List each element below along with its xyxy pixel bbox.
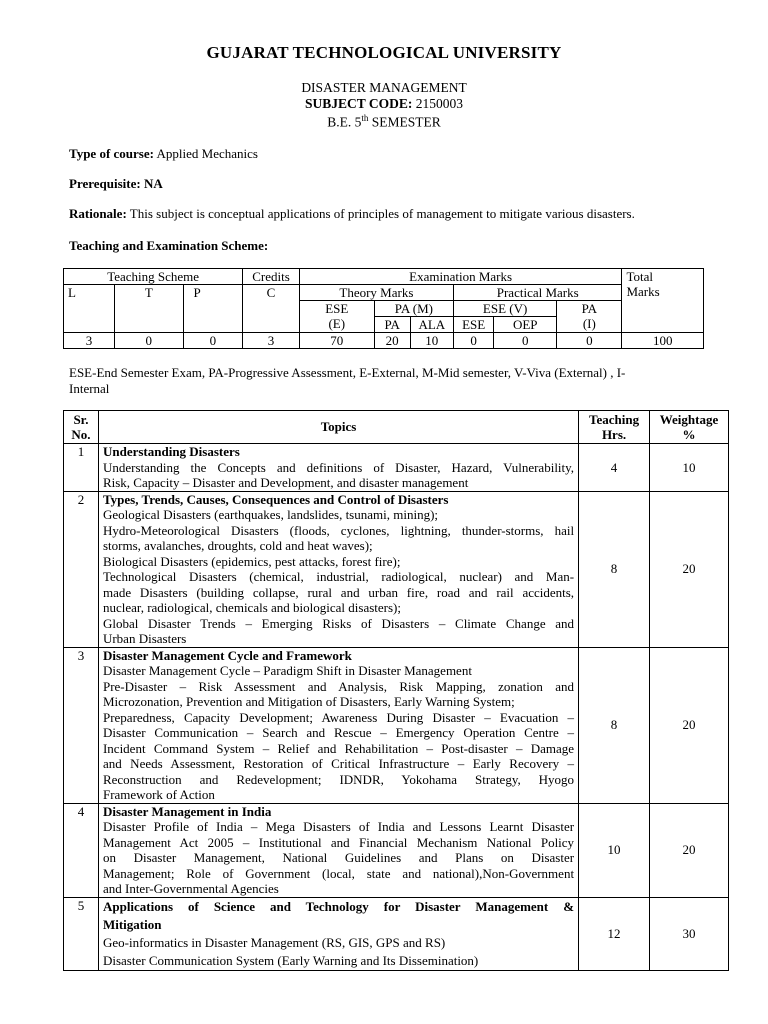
oep-subheader: OEP: [494, 317, 557, 333]
topic-content: [98, 444, 578, 492]
scheme-value: 0: [183, 333, 243, 349]
topic-line: Disaster Profile of India – Mega Disasters of India and Lessons Learnt Disaster: [102, 819, 575, 834]
topic-line: Management; Role of Government (local, state and national),Non-Government: [102, 865, 575, 881]
topics-header: Topics: [98, 411, 578, 444]
topic-title: Disaster Management in India: [102, 803, 272, 819]
sr-label: Sr.: [73, 411, 89, 427]
topic-number: 4: [64, 803, 99, 897]
topic-hrs: 12: [579, 897, 650, 970]
topic-line: Pre-Disaster – Risk Assessment and Analysis, Risk Mapping, zonation and: [102, 678, 575, 694]
topic-hrs: 8: [579, 647, 650, 803]
topic-title: Applications of Science and Technology for Disaster Management &: [102, 898, 575, 914]
topic-content: [98, 803, 578, 897]
scheme-table: [63, 268, 704, 349]
topic-line: Understanding the Concepts and definitions of Disaster, Hazard, Vulnerability,: [102, 459, 575, 475]
topic-title: Types, Trends, Causes, Consequences and Control of Disasters: [102, 491, 449, 507]
topic-line: nuclear, radiological, chemicals and biological disasters);: [102, 600, 401, 615]
topic-line: made Disasters (building collapse, rural and urban fire, road and rail accidents,: [102, 584, 575, 600]
weightage-header: [650, 411, 729, 444]
topic-number: 5: [64, 897, 99, 970]
topic-number: 3: [64, 647, 99, 803]
topic-hrs: 8: [579, 491, 650, 647]
percent-label: %: [682, 427, 696, 442]
scheme-value: 20: [374, 333, 410, 349]
exam-marks-header: Examination Marks: [299, 269, 622, 285]
ese-subheader: ESE: [454, 317, 494, 333]
topic-line: Technological Disasters (chemical, industrial, radiological, nuclear) and Man-: [102, 569, 575, 584]
scheme-value: 70: [299, 333, 374, 349]
prerequisite: [69, 176, 163, 192]
subject-code-label: SUBJECT CODE:: [304, 96, 413, 111]
table-row: [64, 803, 729, 897]
total-marks-header: [622, 269, 704, 333]
prerequisite-label: Prerequisite: NA: [69, 176, 163, 191]
legend: [69, 365, 709, 397]
table-row: [64, 897, 729, 970]
credits-header: Credits: [243, 269, 300, 285]
semester-sup: th: [361, 113, 369, 123]
table-row: [64, 647, 729, 803]
topic-line: Framework of Action: [102, 787, 215, 802]
topic-line: Geological Disasters (earthquakes, landslides, tsunami, mining);: [102, 507, 439, 522]
topic-title: Disaster Management Cycle and Framework: [102, 647, 352, 663]
topic-weight: 20: [650, 647, 729, 803]
topic-line: Urban Disasters: [102, 631, 187, 646]
topic-line: Reconstruction and Redevelopment; IDNDR, Yokohama Strategy, Hyogo: [102, 771, 575, 787]
legend-line-2: Internal: [69, 381, 110, 396]
topic-line: and Inter-Governmental Agencies: [102, 881, 279, 896]
scheme-value: 100: [622, 333, 704, 349]
topic-line: on Disaster Management, National Guidelines and Plans on Disaster: [102, 850, 575, 865]
e-label: (E): [328, 316, 346, 331]
t-header: T: [115, 285, 183, 333]
university-title: GUJARAT TECHNOLOGICAL UNIVERSITY: [206, 43, 562, 62]
topic-line: Geo-informatics in Disaster Management (RS, GIS, GPS and RS): [102, 934, 446, 950]
subject-code-line: [0, 96, 768, 112]
scheme-value: 3: [243, 333, 300, 349]
teaching-scheme-header: Teaching Scheme: [64, 269, 243, 285]
course-type-value: Applied Mechanics: [156, 146, 258, 161]
scheme-value: 0: [494, 333, 557, 349]
c-header: C: [243, 285, 300, 333]
rationale: [69, 206, 635, 222]
teaching-hrs-header: [579, 411, 650, 444]
topic-line: Disaster Communication – Search and Rescue – Emergency Operation Centre –: [102, 725, 575, 740]
topic-weight: 20: [650, 491, 729, 647]
semester-prefix: B.E. 5: [327, 114, 362, 130]
teaching-label: Teaching: [588, 411, 640, 427]
ala-subheader: ALA: [410, 317, 453, 333]
topic-line: and Needs Assessment, Restoration of Critical Infrastructure – Early Recovery –: [102, 756, 575, 771]
scheme-value: 0: [557, 333, 622, 349]
topic-line: Management Act 2005 – Institutional and Financial Mechanism National Policy: [102, 834, 575, 850]
pa-subheader: PA: [374, 317, 410, 333]
l-header: L: [64, 285, 115, 333]
topics-table: [63, 410, 729, 971]
table-row: [64, 444, 729, 492]
legend-line-1: ESE-End Semester Exam, PA-Progressive Assessment, E-External, M-Mid semester, V-Viva (External) , I-: [69, 365, 626, 380]
topic-line: Disaster Management Cycle – Paradigm Shift in Disaster Management: [102, 663, 472, 678]
scheme-value: 0: [454, 333, 494, 349]
topic-title: Understanding Disasters: [102, 444, 240, 459]
topic-weight: 30: [650, 897, 729, 970]
p-header: P: [183, 285, 243, 333]
scheme-value: 3: [64, 333, 115, 349]
scheme-value: 10: [410, 333, 453, 349]
ese-e-header: [299, 301, 374, 333]
topic-line: Incident Command System – Relief and Rehabilitation – Post-disaster – Damage: [102, 740, 575, 756]
topic-line: Global Disaster Trends – Emerging Risks of Disasters – Climate Change and: [102, 615, 575, 631]
rationale-label: Rationale:: [69, 206, 127, 221]
course-type: [69, 146, 258, 162]
total-label: Total: [626, 269, 653, 284]
pa-label: PA: [581, 301, 598, 316]
topic-line: Disaster Communication System (Early Warning and Its Dissemination): [102, 952, 479, 968]
subject-name: DISASTER MANAGEMENT: [301, 80, 467, 95]
theory-marks-header: Theory Marks: [299, 285, 453, 301]
topic-line: Microzonation, Prevention and Mitigation of Disasters, Early Warning System;: [102, 694, 515, 709]
practical-marks-header: Practical Marks: [454, 285, 622, 301]
ese-v-header: ESE (V): [454, 301, 557, 317]
subject-code: 2150003: [415, 96, 464, 111]
semester-suffix: SEMESTER: [368, 114, 441, 130]
pa-m-header: PA (M): [374, 301, 453, 317]
topic-weight: 20: [650, 803, 729, 897]
topic-title-cont: Mitigation: [102, 916, 162, 932]
topic-line: storms, avalanches, droughts, cold and heat waves);: [102, 538, 373, 553]
ese-label: ESE: [325, 301, 349, 316]
scheme-heading: [69, 238, 268, 254]
rationale-value: This subject is conceptual applications of principles of management to mitigate various disasters.: [129, 206, 635, 221]
topic-line: Biological Disasters (epidemics, pest attacks, forest fire);: [102, 553, 401, 569]
topic-number: 2: [64, 491, 99, 647]
topic-line: Risk, Capacity – Disaster and Development, and disaster management: [102, 475, 469, 490]
topic-hrs: 10: [579, 803, 650, 897]
topic-number: 1: [64, 444, 99, 492]
topic-line: Preparedness, Capacity Development; Awareness During Disaster – Evacuation –: [102, 709, 575, 725]
topic-content: [98, 647, 578, 803]
topic-content: [98, 491, 578, 647]
scheme-value: 0: [115, 333, 183, 349]
topic-hrs: 4: [579, 444, 650, 492]
topic-line: Hydro-Meteorological Disasters (floods, cyclones, lightning, thunder-storms, hail: [102, 522, 575, 538]
course-type-label: Type of course:: [69, 146, 154, 161]
marks-label: Marks: [626, 284, 660, 299]
topic-content: [98, 897, 578, 970]
weightage-label: Weightage: [659, 411, 719, 427]
topic-weight: 10: [650, 444, 729, 492]
scheme-heading-text: Teaching and Examination Scheme:: [69, 238, 269, 253]
pa-i-header: [557, 301, 622, 333]
i-label: (I): [582, 316, 596, 331]
hrs-label: Hrs.: [601, 427, 627, 442]
sr-no-header: [64, 411, 99, 444]
table-row: [64, 491, 729, 647]
no-label: No.: [71, 427, 91, 442]
semester-line: [0, 113, 768, 131]
